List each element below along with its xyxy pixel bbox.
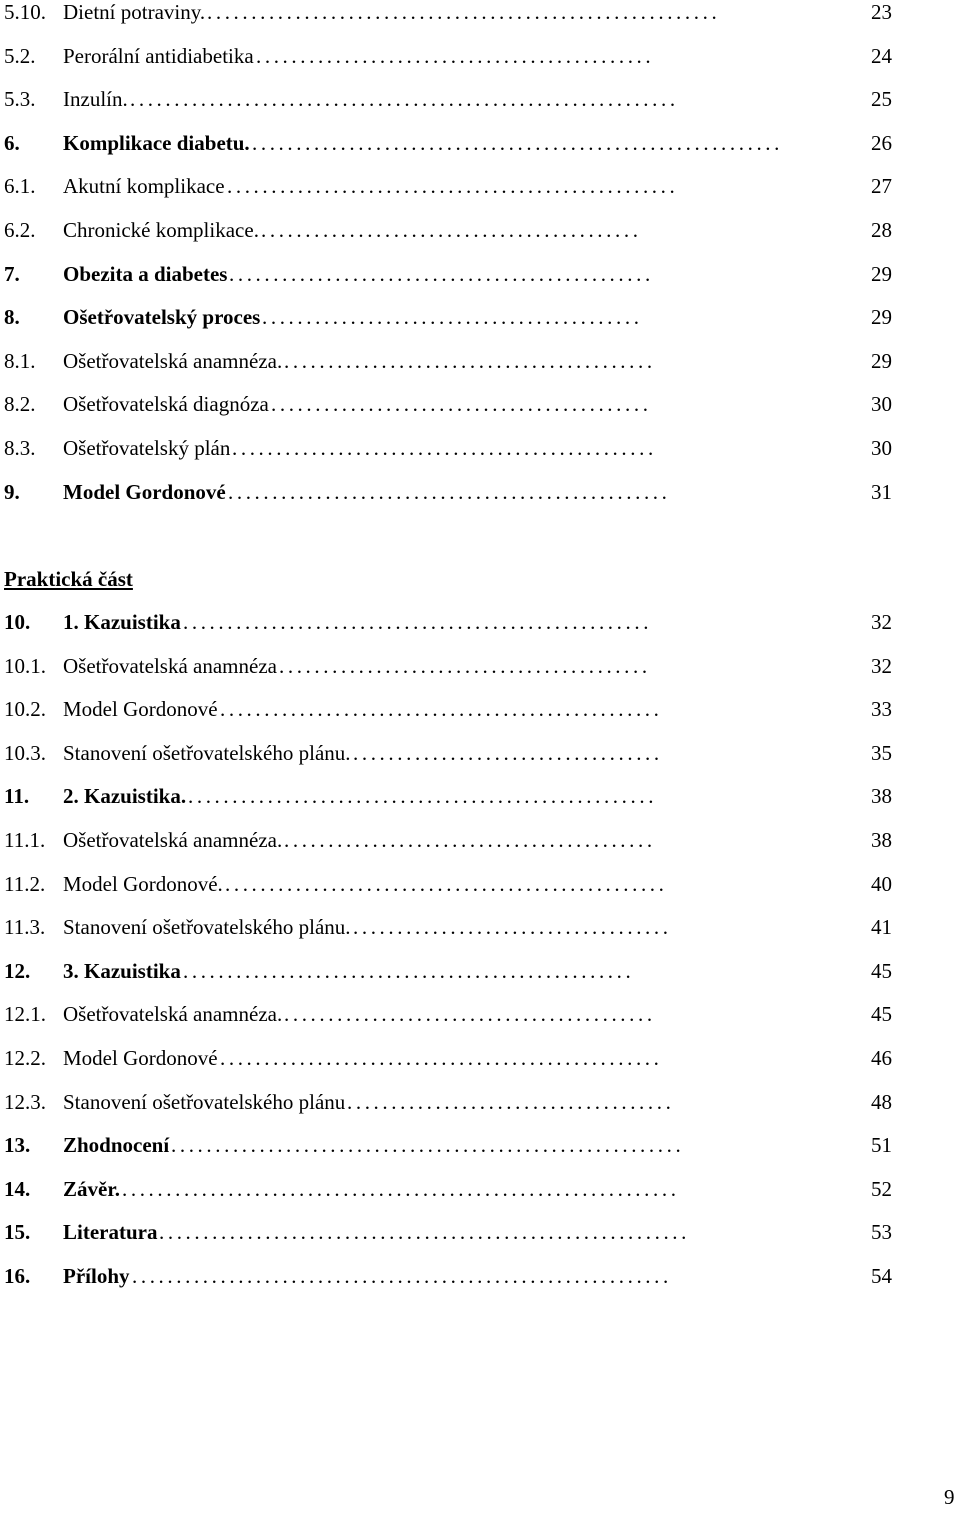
toc-entry-page: 38: [871, 784, 892, 809]
toc-entry: [4, 1043, 904, 1073]
toc-entry-number: 8.1.: [4, 348, 36, 373]
toc-entry-title: Model Gordonové: [63, 697, 218, 722]
toc-entry-title: Obezita a diabetes: [63, 261, 228, 286]
toc-entry-title: Ošetřovatelská anamnéza.: [63, 828, 283, 852]
toc-entry-leader: ..........................................: [284, 828, 656, 852]
toc-entry-page: 27: [871, 174, 892, 199]
toc-entry-title: Stanovení ošetřovatelského plánu: [63, 1089, 346, 1114]
toc-entry-number: 10.3.: [4, 740, 46, 765]
toc-entry-title: Model Gordonové: [63, 479, 226, 504]
toc-entry-leader: .....................................................: [188, 784, 658, 809]
toc-entry-number: 11.3.: [4, 915, 46, 940]
toc-entry-leader: ...................................: [353, 740, 663, 765]
toc-entry: [4, 0, 904, 27]
toc-entry-title: Závěr.: [63, 1176, 120, 1201]
toc-entry-page: 41: [871, 915, 892, 940]
toc-entry-number: 13.: [4, 1133, 31, 1158]
toc-entry-number: 8.2.: [4, 392, 36, 417]
toc-entry-leader: .....................................................: [183, 610, 653, 634]
toc-entry-leader: ................................................: [229, 261, 654, 286]
toc-entry-page: 33: [871, 697, 892, 722]
toc-entry-title: Ošetřovatelská anamnéza.: [63, 1002, 283, 1027]
toc-entry-number: 9.: [4, 479, 20, 504]
toc-entry-page: 52: [871, 1176, 892, 1201]
toc-entry-title: Přílohy: [63, 1264, 130, 1288]
toc-entry-leader: ..........................................................: [207, 0, 721, 24]
toc-entry-title: Ošetřovatelská anamnéza: [63, 653, 277, 678]
toc-entry-page: 31: [871, 479, 892, 504]
toc-entry-leader: .............................................: [256, 43, 655, 68]
section-heading-practical: Praktická část: [4, 567, 133, 591]
toc-entry-title: Model Gordonové.: [63, 871, 223, 896]
toc-entry-leader: ............................................................: [159, 1220, 690, 1245]
toc-entry-number: 5.2.: [4, 43, 36, 68]
toc-entry: [4, 1087, 904, 1117]
toc-entry-leader: ..................................................: [228, 479, 671, 504]
toc-entry-leader: .....................................: [347, 1089, 675, 1114]
toc-entry-leader: ..........................................: [284, 1002, 656, 1027]
toc-entry-leader: ................................................: [232, 436, 657, 460]
toc-entry-number: 10.1.: [4, 653, 46, 678]
toc-entry-title: Dietní potraviny.: [63, 0, 206, 24]
toc-entry-leader: ...........................................: [262, 305, 643, 330]
toc-entry-leader: ..........................................: [284, 348, 656, 373]
toc-entry: [4, 999, 904, 1029]
toc-entry-page: 29: [871, 261, 892, 286]
toc-entry-number: 11.2.: [4, 871, 46, 896]
toc-entry-title: Ošetřovatelský proces: [63, 305, 261, 330]
toc-entry-leader: ............................................................: [252, 130, 783, 155]
toc-entry-leader: ...................................................: [183, 958, 635, 983]
toc-entry-page: 29: [871, 305, 892, 330]
toc-entry: [4, 869, 904, 899]
toc-entry: [4, 781, 904, 811]
toc-entry-leader: ..................................................: [220, 697, 663, 722]
toc-entry-title: 1. Kazuistika: [63, 610, 181, 634]
toc-entry-page: 45: [871, 1002, 892, 1027]
toc-entry: [4, 477, 904, 507]
toc-entry-title: Zhodnocení: [63, 1133, 170, 1158]
toc-entry: [4, 433, 904, 463]
toc-entry-title: Komplikace diabetu.: [63, 130, 250, 155]
toc-entry-page: 38: [871, 828, 892, 852]
toc-entry-number: 11.1.: [4, 828, 46, 852]
toc-entry-leader: ...............................................................: [122, 1176, 680, 1201]
toc-entry-number: 5.3.: [4, 87, 36, 112]
toc-entry-leader: ..................................................: [225, 871, 668, 896]
toc-entry-page: 29: [871, 348, 892, 373]
toc-entry-number: 14.: [4, 1176, 31, 1201]
toc-entry-title: Literatura: [63, 1220, 158, 1245]
toc-entry-title: Stanovení ošetřovatelského plánu.: [63, 915, 351, 940]
toc-entry: [4, 1261, 904, 1291]
toc-entry-page: 35: [871, 740, 892, 765]
toc-entry: [4, 41, 904, 71]
toc-entry: [4, 1174, 904, 1204]
toc-entry-number: 11.: [4, 784, 30, 809]
toc-entry-number: 6.: [4, 130, 20, 155]
toc-entry: [4, 1217, 904, 1247]
toc-entry: [4, 607, 904, 637]
toc-entry-leader: ..............................................................: [130, 87, 679, 112]
toc-entry-page: 54: [871, 1264, 892, 1288]
toc-entry-number: 6.1.: [4, 174, 36, 199]
toc-entry-title: Chronické komplikace.: [63, 218, 259, 242]
toc-entry-leader: ..................................................: [220, 1046, 663, 1070]
toc-entry-page: 51: [871, 1133, 892, 1158]
toc-entry-number: 7.: [4, 261, 20, 286]
toc-entry-page: 28: [871, 218, 892, 242]
toc-entry-number: 8.3.: [4, 436, 36, 460]
toc-entry: [4, 1130, 904, 1160]
toc-entry-page: 45: [871, 958, 892, 983]
toc-entry-page: 32: [871, 653, 892, 678]
toc-entry-page: 24: [871, 43, 892, 68]
toc-entry: [4, 825, 904, 855]
toc-entry: [4, 171, 904, 201]
toc-entry: [4, 346, 904, 376]
toc-entry-leader: ....................................: [353, 915, 672, 940]
toc-entry: [4, 84, 904, 114]
toc-entry-title: Ošetřovatelská anamnéza.: [63, 348, 283, 373]
toc-entry-title: 3. Kazuistika: [63, 958, 181, 983]
toc-entry-title: Ošetřovatelský plán: [63, 436, 231, 460]
toc-entry-leader: ..........................................................: [171, 1133, 685, 1158]
toc-entry-leader: .............................................................: [132, 1264, 672, 1288]
toc-entry: [4, 302, 904, 332]
toc-entry-number: 12.2.: [4, 1046, 46, 1070]
toc-entry-page: 23: [871, 0, 892, 24]
toc-entry: [4, 215, 904, 245]
toc-entry-title: Perorální antidiabetika: [63, 43, 254, 68]
toc-entry: [4, 651, 904, 681]
toc-entry-page: 25: [871, 87, 892, 112]
toc-entry: [4, 128, 904, 158]
toc-entry-number: 16.: [4, 1264, 31, 1288]
toc-entry-page: 48: [871, 1089, 892, 1114]
toc-entry-title: 2. Kazuistika.: [63, 784, 187, 809]
toc-entry-number: 12.1.: [4, 1002, 46, 1027]
toc-entry-page: 53: [871, 1220, 892, 1245]
toc-entry-page: 30: [871, 436, 892, 460]
toc-entry-number: 10.2.: [4, 697, 46, 722]
toc-entry-number: 12.: [4, 958, 31, 983]
toc-entry-number: 5.10.: [4, 0, 46, 24]
toc-entry-leader: ..........................................: [279, 653, 651, 678]
toc-entry-title: Stanovení ošetřovatelského plánu.: [63, 740, 351, 765]
toc-entry-title: Akutní komplikace: [63, 174, 225, 199]
toc-entry-page: 40: [871, 871, 892, 896]
toc-entry-page: 46: [871, 1046, 892, 1070]
toc-entry-number: 10.: [4, 610, 31, 634]
page-number: 9: [944, 1485, 955, 1509]
toc-entry-page: 26: [871, 130, 892, 155]
toc-entry-leader: ...........................................: [271, 392, 652, 417]
toc-entry-title: Ošetřovatelská diagnóza: [63, 392, 269, 417]
toc-entry-page: 32: [871, 610, 892, 634]
toc-entry: [4, 694, 904, 724]
toc-entry-leader: ...........................................: [261, 218, 642, 242]
toc-entry: [4, 912, 904, 942]
toc-entry-number: 8.: [4, 305, 20, 330]
toc-entry-leader: ...................................................: [227, 174, 679, 199]
toc-entry: [4, 956, 904, 986]
toc-entry: [4, 259, 904, 289]
toc-entry-number: 15.: [4, 1220, 31, 1245]
toc-entry-number: 6.2.: [4, 218, 36, 242]
toc-entry-number: 12.3.: [4, 1089, 46, 1114]
toc-entry-page: 30: [871, 392, 892, 417]
toc-entry: [4, 389, 904, 419]
toc-entry: [4, 738, 904, 768]
toc-entry-title: Inzulín.: [63, 87, 128, 112]
toc-entry-title: Model Gordonové: [63, 1046, 218, 1070]
